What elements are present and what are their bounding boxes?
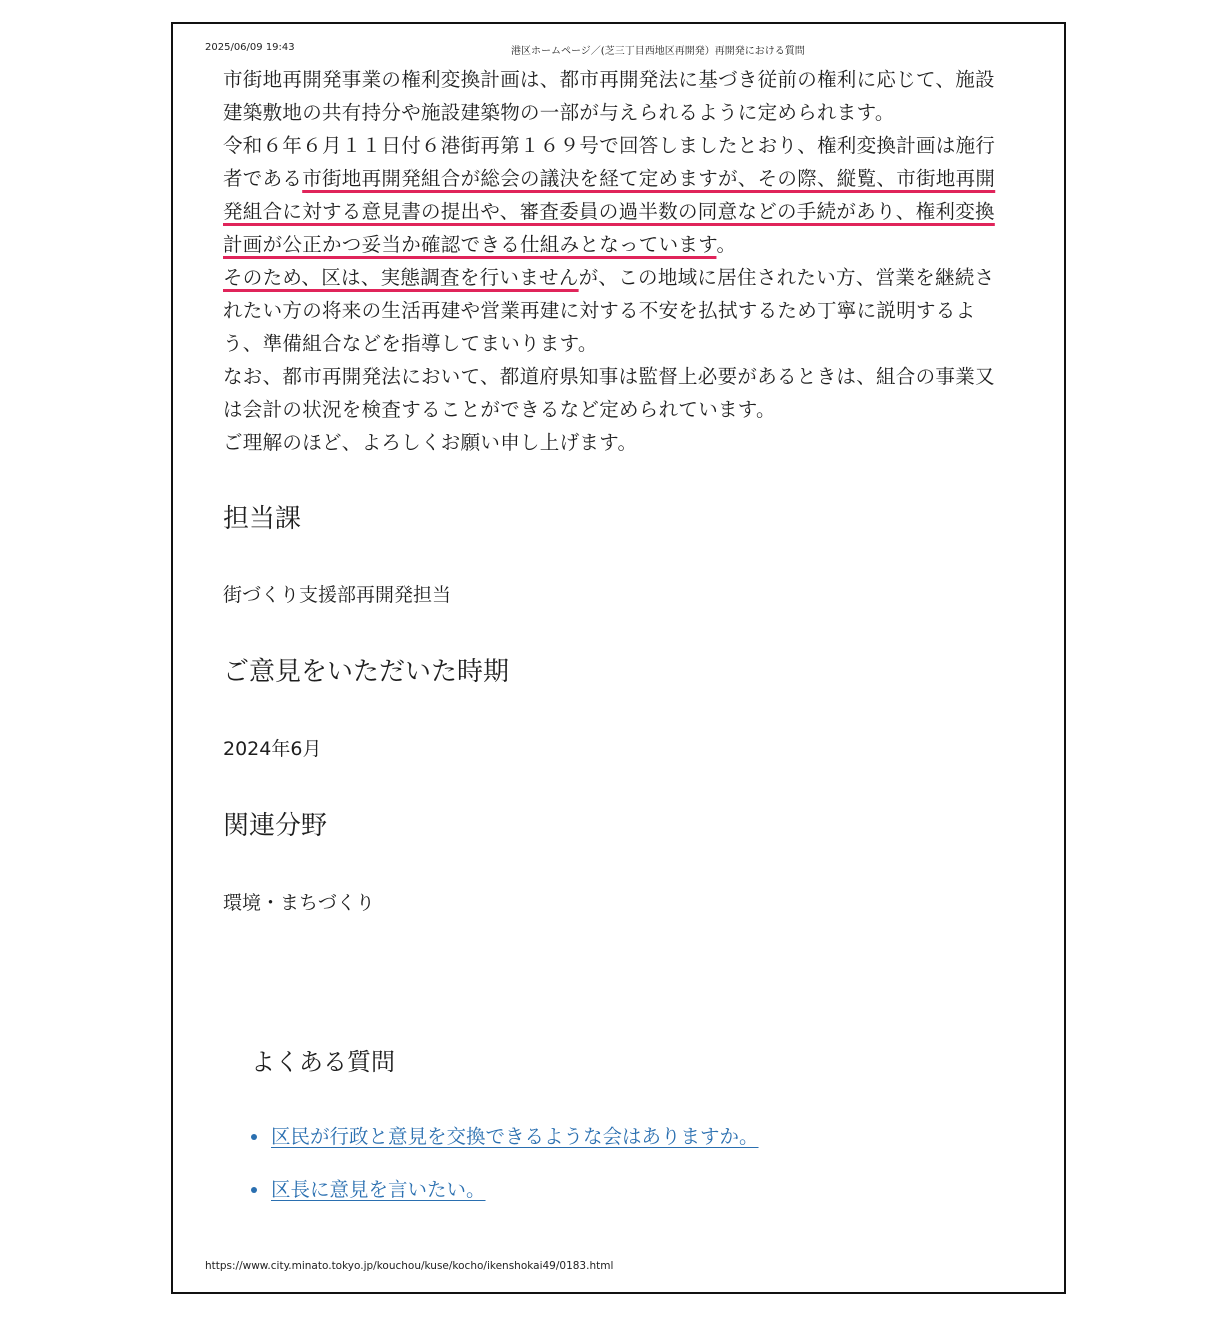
bullet-icon [251,1134,257,1140]
highlighted-text: そのため、区は、実態調査を行いません [223,266,579,289]
answer-paragraph-3-rest: が、この地域に居住されたい方、営業を継続されたい方の将来の生活再建や営業再建に対する不安を払拭するため丁寧に説明するよう、準備組合などを指導してまいります。 [223,266,995,355]
field-value: 環境・まちづくり [223,892,375,914]
department-heading: 担当課 [223,504,302,534]
answer-paragraph-2 [223,129,1013,261]
period-heading: ご意見をいただいた時期 [223,657,510,687]
answer-paragraph-4: なお、都市再開発法において、都道府県知事は監督上必要があるときは、組合の事業又は会計の状況を検査することができるなど定められています。 [223,365,995,421]
print-date: 2025/06/09 19:43 [205,42,295,53]
period-value: 2024年6月 [223,738,322,760]
print-header [205,42,1032,56]
highlighted-text: 市街地再開発組合が総会の議決を経て定めますが、その際、縦覧、市街地再開発組合に対する意見書の提出や、審査委員の過半数の同意などの手続があり、権利変換計画が公正かつ妥当か確認できる仕組みとなっています [223,167,996,256]
faq-item [251,1175,759,1228]
field-heading: 関連分野 [223,811,328,841]
answer-paragraph-1: 市街地再開発事業の権利変換計画は、都市再開発法に基づき従前の権利に応じて、施設建築敷地の共有持分や施設建築物の一部が与えられるように定められます。 [223,68,995,124]
print-page-title: 港区ホームページ／(芝三丁目西地区再開発）再開発における質問 [511,46,805,57]
bullet-icon [251,1187,257,1193]
answer-body [223,63,1013,459]
department-value: 街づくり支援部再開発担当 [223,584,452,606]
answer-paragraph-2-end: 。 [716,233,737,256]
answer-paragraph-3 [223,261,1013,360]
printed-page [171,22,1066,1294]
answer-paragraph-5: ご理解のほど、よろしくお願い申し上げます。 [223,431,638,454]
faq-list [251,1122,759,1228]
print-footer-url: https://www.city.minato.tokyo.jp/kouchou/kuse/kocho/ikenshokai49/0183.html [205,1260,614,1272]
faq-link-opinion-to-mayor[interactable]: 区長に意見を言いたい。 [271,1178,486,1201]
faq-link-exchange-opinions[interactable]: 区民が行政と意見を交換できるような会はありますか。 [271,1125,759,1148]
faq-item [251,1122,759,1175]
answer-paragraph-2-intro: 令和６年６月１１日付６港街再第１６９号で回答しましたとおり、権利変換計画は施行者である [223,134,996,190]
faq-heading: よくある質問 [251,1048,395,1076]
